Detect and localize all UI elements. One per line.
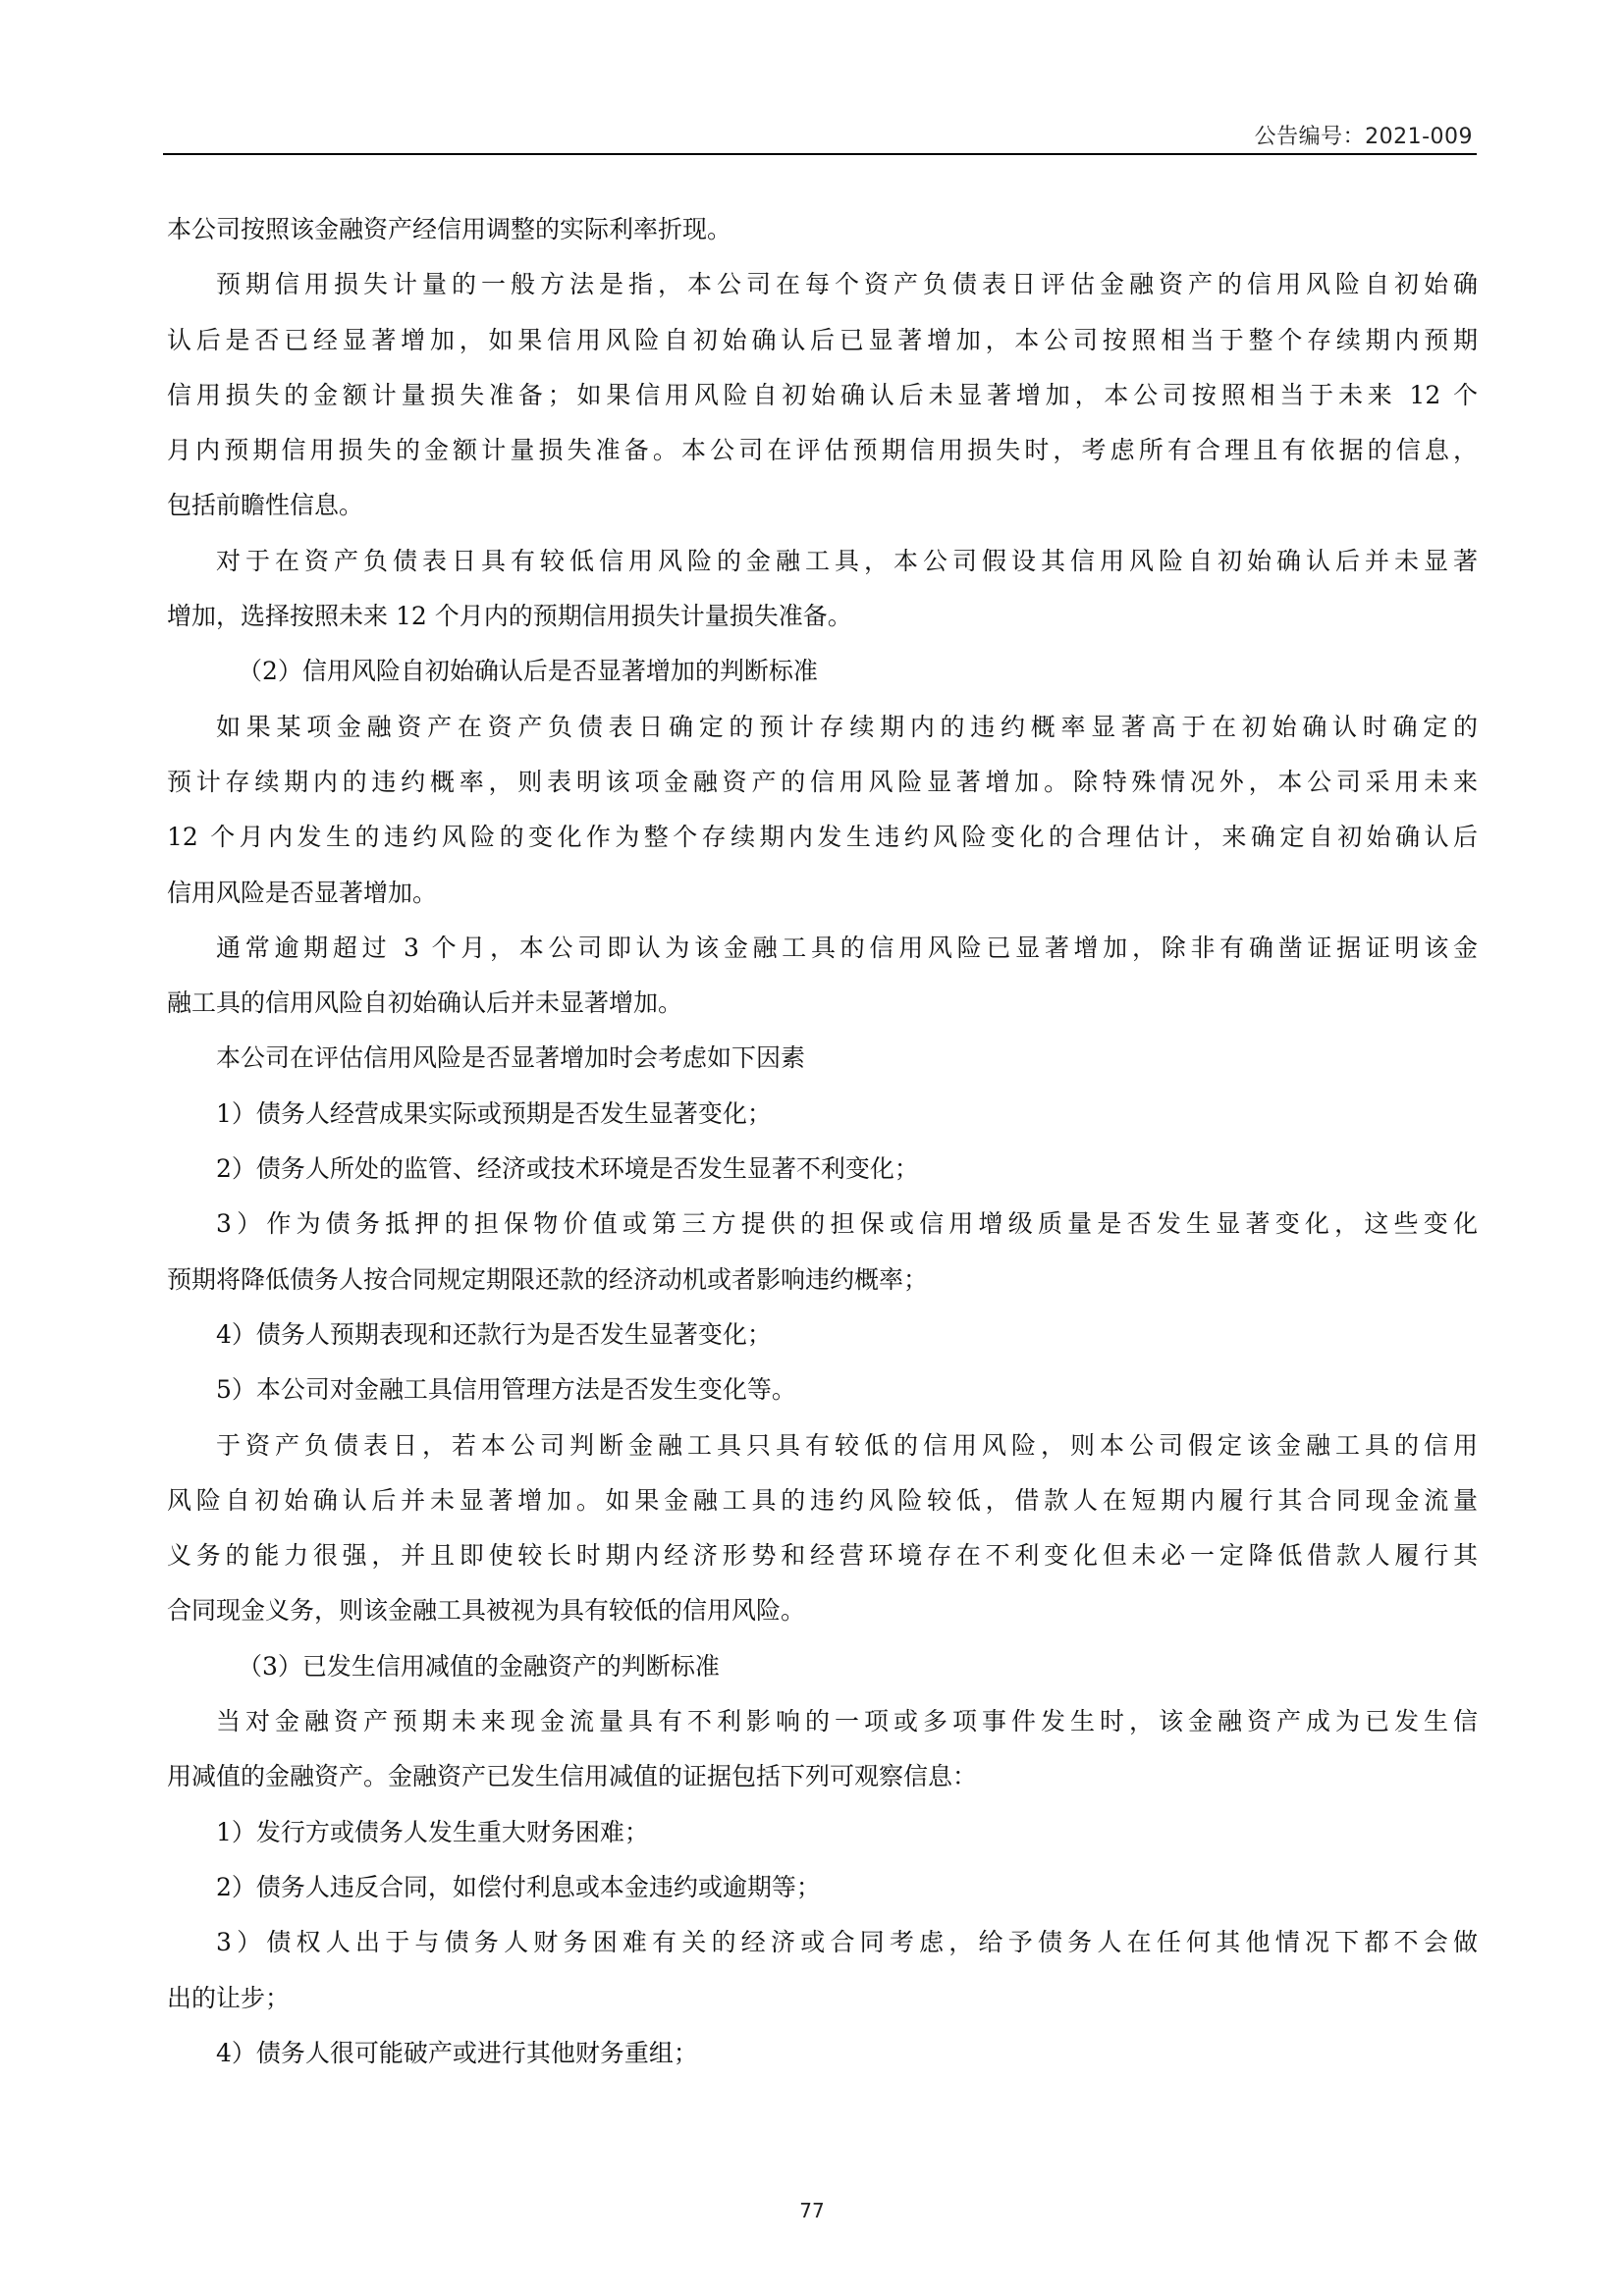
text-line: 如果某项金融资产在资产负债表日确定的预计存续期内的违约概率显著高于在初始确认时确定的 xyxy=(216,712,1478,741)
text-line: 合同现金义务，则该金融工具被视为具有较低的信用风险。 xyxy=(167,1596,806,1626)
text-line: 预期将降低债务人按合同规定期限还款的经济动机或者影响违约概率； xyxy=(167,1264,929,1294)
text-line: （3）已发生信用减值的金融资产的判断标准 xyxy=(238,1651,720,1681)
text-line: 出的让步； xyxy=(167,1983,291,2012)
text-line: 信用风险是否显著增加。 xyxy=(167,878,438,907)
text-line: 预期信用损失计量的一般方法是指，本公司在每个资产负债表日评估金融资产的信用风险自初始确 xyxy=(216,270,1478,299)
text-line: 5）本公司对金融工具信用管理方法是否发生变化等。 xyxy=(216,1375,796,1405)
text-line: 4）债务人很可能破产或进行其他财务重组； xyxy=(216,2038,698,2067)
text-line: 包括前瞻性信息。 xyxy=(167,491,364,520)
text-line: 增加，选择按照未来 12 个月内的预期信用损失计量损失准备。 xyxy=(167,602,852,631)
text-line: （2）信用风险自初始确认后是否显著增加的判断标准 xyxy=(238,657,818,686)
text-line: 本公司按照该金融资产经信用调整的实际利率折现。 xyxy=(167,215,732,243)
text-line: 义务的能力很强，并且即使较长时期内经济形势和经营环境存在不利变化但未必一定降低借款人履行其 xyxy=(167,1541,1478,1571)
text-line: 3）债权人出于与债务人财务困难有关的经济或合同考虑，给予债务人在任何其他情况下都不会做 xyxy=(216,1928,1478,1957)
text-line: 通常逾期超过 3 个月，本公司即认为该金融工具的信用风险已显著增加，除非有确凿证据证明该金 xyxy=(216,933,1478,962)
text-line: 12 个月内发生的违约风险的变化作为整个存续期内发生违约风险变化的合理估计，来确定自初始确认后 xyxy=(167,823,1478,852)
document-number: 公告编号：2021-009 xyxy=(1254,125,1473,149)
text-line: 4）债务人预期表现和还款行为是否发生显著变化； xyxy=(216,1319,772,1349)
text-line: 预计存续期内的违约概率，则表明该项金融资产的信用风险显著增加。除特殊情况外，本公司采用未来 xyxy=(167,767,1478,796)
text-line: 月内预期信用损失的金额计量损失准备。本公司在评估预期信用损失时，考虑所有合理且有依据的信息， xyxy=(167,436,1478,465)
text-line: 信用损失的金额计量损失准备；如果信用风险自初始确认后未显著增加，本公司按照相当于未来 12 个 xyxy=(167,380,1478,409)
text-line: 对于在资产负债表日具有较低信用风险的金融工具，本公司假设其信用风险自初始确认后并未显著 xyxy=(216,546,1478,575)
text-line: 2）债务人所处的监管、经济或技术环境是否发生显著不利变化； xyxy=(216,1154,919,1184)
text-line: 融工具的信用风险自初始确认后并未显著增加。 xyxy=(167,988,683,1018)
page-number: 77 xyxy=(799,2199,825,2222)
text-line: 于资产负债表日，若本公司判断金融工具只具有较低的信用风险，则本公司假定该金融工具的信用 xyxy=(216,1430,1478,1460)
text-line: 认后是否已经显著增加，如果信用风险自初始确认后已显著增加，本公司按照相当于整个存续期内预期 xyxy=(167,325,1478,354)
text-line: 用减值的金融资产。金融资产已发生信用减值的证据包括下列可观察信息： xyxy=(167,1762,978,1791)
text-line: 2）债务人违反合同，如偿付利息或本金违约或逾期等； xyxy=(216,1872,821,1901)
text-line: 1）债务人经营成果实际或预期是否发生显著变化； xyxy=(216,1098,772,1128)
text-line: 风险自初始确认后并未显著增加。如果金融工具的违约风险较低，借款人在短期内履行其合同现金流量 xyxy=(167,1485,1478,1515)
text-line: 当对金融资产预期未来现金流量具有不利影响的一项或多项事件发生时，该金融资产成为已发生信 xyxy=(216,1707,1478,1736)
text-line: 3）作为债务抵押的担保物价值或第三方提供的担保或信用增级质量是否发生显著变化，这些变化 xyxy=(216,1209,1478,1239)
text-line: 本公司在评估信用风险是否显著增加时会考虑如下因素 xyxy=(216,1043,806,1073)
page-header xyxy=(163,110,1477,155)
text-line: 1）发行方或债务人发生重大财务困难； xyxy=(216,1817,649,1846)
body-text xyxy=(167,202,1478,2081)
